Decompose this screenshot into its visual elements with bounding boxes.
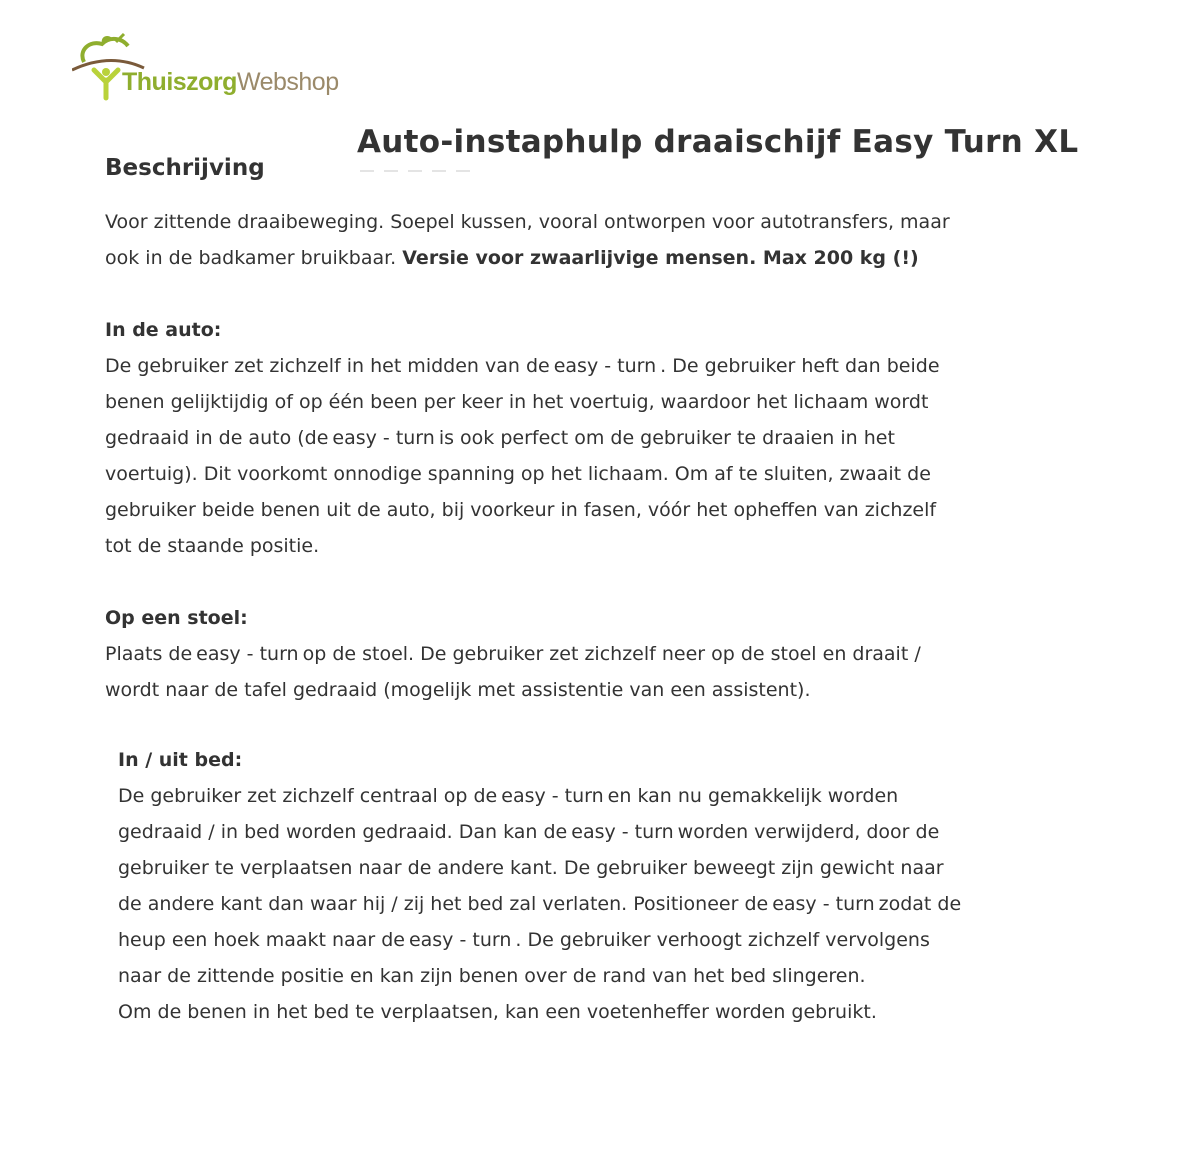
intro-paragraph bbox=[105, 204, 965, 276]
auto-text: De gebruiker zet zichzelf in het midden van de bbox=[105, 355, 550, 377]
bed-text: worden verwijderd, door de gebruiker te verplaatsen naar de andere kant. De gebruiker beweegt zijn gewicht naar de andere kant dan waar hij / zij het bed zal verlaten. Positioneer de bbox=[118, 821, 944, 915]
auto-paragraph bbox=[105, 312, 965, 564]
section-title: Beschrijving bbox=[105, 155, 265, 181]
auto-heading: In de auto: bbox=[105, 319, 222, 341]
bed-text: De gebruiker zet zichzelf centraal op de bbox=[118, 785, 498, 807]
intro-bold: Versie voor zwaarlijvige mensen. Max 200 kg (!) bbox=[402, 247, 919, 269]
keyword: easy - turn bbox=[408, 929, 512, 951]
logo-part2: Webshop bbox=[236, 68, 339, 96]
keyword: easy - turn bbox=[772, 893, 875, 915]
keyword: easy - turn bbox=[553, 355, 657, 377]
keyword: easy - turn bbox=[196, 643, 299, 665]
bed-text: . De gebruiker verhoogt zichzelf vervolgens naar de zittende positie en kan zijn benen over de rand van het bed slingeren. bbox=[118, 929, 930, 987]
logo-part1: Thuiszorg bbox=[122, 68, 237, 96]
stoel-paragraph bbox=[105, 600, 965, 708]
stoel-text: op de stoel. De gebruiker zet zichzelf neer op de stoel en draait / wordt naar de tafel gedraaid (mogelijk met assistentie van een assistent). bbox=[105, 643, 921, 701]
keyword: easy - turn bbox=[332, 427, 435, 449]
bed-heading: In / uit bed: bbox=[118, 749, 243, 771]
bed-paragraph bbox=[105, 742, 965, 1030]
rating-placeholder bbox=[360, 170, 470, 172]
bed-text: zodat de heup een hoek maakt naar de bbox=[118, 893, 962, 951]
bed-text: Om de benen in het bed te verplaatsen, kan een voetenheffer worden gebruikt. bbox=[118, 1001, 877, 1023]
stoel-heading: Op een stoel: bbox=[105, 607, 248, 629]
logo-text bbox=[122, 68, 339, 97]
description bbox=[105, 204, 965, 1066]
keyword: easy - turn bbox=[571, 821, 674, 843]
auto-text: . De gebruiker heft dan beide benen gelijktijdig of op één been per keer in het voertuig, waardoor het lichaam wordt gedraaid in de auto (de bbox=[105, 355, 940, 449]
keyword: easy - turn bbox=[501, 785, 604, 807]
bed-text: en kan nu gemakkelijk worden gedraaid / in bed worden gedraaid. Dan kan de bbox=[118, 785, 899, 843]
auto-text: is ook perfect om de gebruiker te draaien in het voertuig). Dit voorkomt onnodige spanning op het lichaam. Om af te sluiten, zwaait de gebruiker beide benen uit de auto, bij voorkeur in fasen, vóór het opheffen van zichzelf tot de staande positie. bbox=[105, 427, 937, 557]
stoel-text: Plaats de bbox=[105, 643, 193, 665]
intro-text: Voor zittende draaibeweging. Soepel kussen, vooral ontworpen voor autotransfers, maar ook in de badkamer bruikbaar. bbox=[105, 211, 950, 269]
product-title: Auto-instaphulp draaischijf Easy Turn XL bbox=[357, 124, 1079, 160]
thuiszorgwebshop-logo[interactable] bbox=[72, 32, 352, 104]
